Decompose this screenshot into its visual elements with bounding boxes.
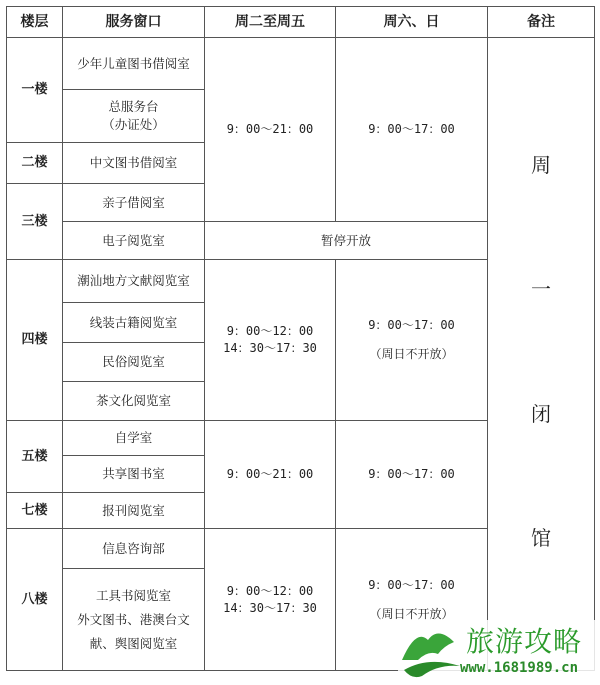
window-cell: 电子阅览室 (63, 222, 205, 260)
header-sat-sun: 周六、日 (336, 7, 488, 38)
time-range: 9：00～17：00 (368, 318, 455, 332)
time-range: 9：00～17：00 (368, 577, 455, 592)
weekday-hours: 9：00～21：00 (205, 38, 336, 222)
window-name: 外文图书、港澳台文 (77, 611, 190, 627)
header-tue-fri: 周二至周五 (205, 7, 336, 38)
floor-5: 五楼 (7, 421, 63, 493)
window-cell: 亲子借阅室 (63, 184, 205, 222)
remark-closed-monday (488, 38, 595, 671)
floor-1: 一楼 (7, 38, 63, 143)
window-cell: 少年儿童图书借阅室 (63, 38, 205, 90)
floor-2: 二楼 (7, 143, 63, 184)
weekend-hours (336, 260, 488, 421)
window-cell: 中文图书借阅室 (63, 143, 205, 184)
window-cell (63, 569, 205, 671)
window-cell: 共享图书室 (63, 456, 205, 493)
window-name: 总服务台 (108, 99, 159, 114)
window-name: 献、舆图阅览室 (89, 635, 178, 651)
weekday-hours (205, 260, 336, 421)
time-morning: 9：00～12：00 (226, 324, 314, 338)
remark-char: 馆 (531, 526, 551, 550)
window-cell: 线装古籍阅览室 (63, 303, 205, 343)
window-note: （办证处） (102, 117, 165, 132)
remark-char: 一 (531, 277, 551, 301)
weekday-hours (205, 529, 336, 671)
header-window: 服务窗口 (63, 7, 205, 38)
watermark-text: 旅游攻略 (466, 625, 583, 658)
window-name: 工具书阅览室 (95, 587, 171, 603)
floor-8: 八楼 (7, 529, 63, 671)
remark-char: 闭 (531, 402, 551, 426)
watermark (398, 620, 598, 682)
header-row (7, 7, 595, 38)
header-floor: 楼层 (7, 7, 63, 38)
window-cell (63, 90, 205, 143)
weekday-hours: 9：00～21：00 (205, 421, 336, 529)
suspended-status: 暂停开放 (205, 222, 488, 260)
sunday-closed-note: （周日不开放） (369, 606, 454, 621)
weekend-hours: 9：00～17：00 (336, 421, 488, 529)
watermark-url: www.1681989.cn (460, 660, 579, 676)
window-cell: 报刊阅览室 (63, 493, 205, 529)
window-cell: 自学室 (63, 421, 205, 456)
floor-3: 三楼 (7, 184, 63, 260)
window-cell: 潮汕地方文献阅览室 (63, 260, 205, 303)
window-cell: 民俗阅览室 (63, 343, 205, 382)
remark-char: 周 (531, 153, 551, 177)
time-morning: 9：00～12：00 (226, 583, 314, 598)
window-cell: 信息咨询部 (63, 529, 205, 569)
mountain-logo-icon (398, 620, 468, 682)
opening-hours-table (6, 6, 595, 671)
floor-4: 四楼 (7, 260, 63, 421)
weekend-hours: 9：00～17：00 (336, 38, 488, 222)
header-remark: 备注 (488, 7, 595, 38)
floor-7: 七楼 (7, 493, 63, 529)
window-cell: 茶文化阅览室 (63, 382, 205, 421)
time-afternoon: 14：30～17：30 (223, 341, 317, 355)
sunday-closed-note: （周日不开放） (369, 347, 454, 361)
time-afternoon: 14：30～17：30 (223, 600, 317, 615)
